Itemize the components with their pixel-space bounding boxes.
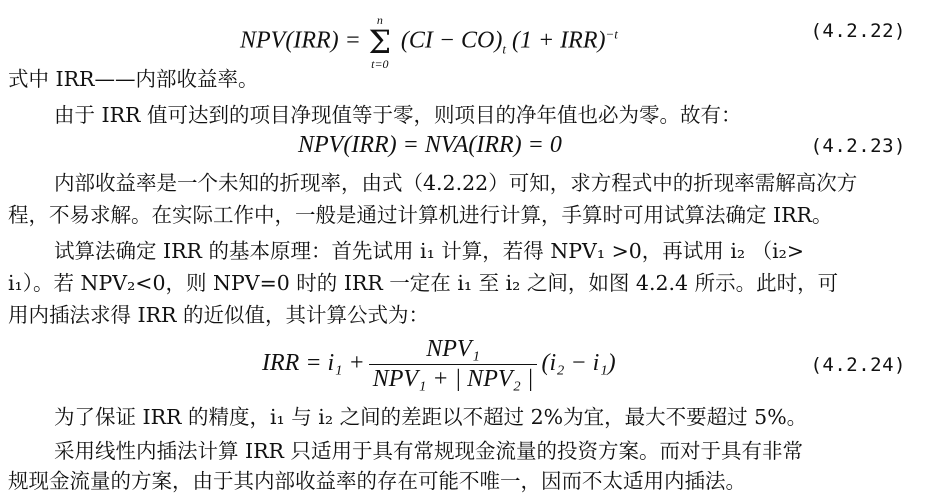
paragraph-5-line-2: 规现金流量的方案，由于其内部收益率的存在可能不唯一，因而不太适用内插法。 <box>8 469 746 493</box>
eq1-rhs-sub: t <box>502 41 506 57</box>
summation-symbol: n Σ t=0 <box>365 14 395 70</box>
fraction-numerator: NPV₁ <box>369 336 538 365</box>
equation-number: (4.2.23) <box>810 135 906 157</box>
eq3-lhs: IRR = i₁ + <box>262 350 365 377</box>
equation-4-2-23 <box>0 130 926 164</box>
sum-lower: t=0 <box>371 57 389 71</box>
where-clause: 式中 IRR——内部收益率。 <box>8 67 259 91</box>
equation-number: (4.2.22) <box>810 20 906 42</box>
paragraph-2-line-2: 程，不易求解。在实际工作中，一般是通过计算机进行计算，手算时可用试算法确定 IRR。 <box>8 203 833 227</box>
paragraph-2-line-1: 内部收益率是一个未知的折现率，由式（4.2.22）可知，求方程式中的折现率需解高次方 <box>54 171 858 195</box>
eq3-body <box>262 336 616 393</box>
eq1-rhs: (CI − CO) <box>400 27 503 54</box>
paragraph-1: 由于 IRR 值可达到的项目净现值等于零，则项目的净年值也必为零。故有： <box>54 103 742 127</box>
paragraph-3-line-2: i₁）。若 NPV₂<0，则 NPV=0 时的 IRR 一定在 i₁ 至 i₂ 之间，如图 4.2.4 所示。此时，可 <box>8 271 839 295</box>
paragraph-4: 为了保证 IRR 的精度，i₁ 与 i₂ 之间的差距以不超过 2%为宜，最大不要超过 5%。 <box>54 405 808 429</box>
paragraph-5-line-1: 采用线性内插法计算 IRR 只适用于具有常规现金流量的投资方案。而对于具有非常 <box>54 439 803 463</box>
eq3-rhs: (i₂ − i₁) <box>541 350 616 377</box>
fraction-denominator: NPV₁ + | NPV₂ | <box>372 366 534 392</box>
equation-4-2-22 <box>0 4 926 71</box>
paragraph-3-line-3: 用内插法求得 IRR 的近似值，其计算公式为： <box>8 303 429 327</box>
eq2-body: NPV(IRR) = NVA(IRR) = 0 <box>298 132 562 158</box>
equation-4-2-24 <box>0 334 926 398</box>
eq1-rhs-sup: −t <box>605 26 618 42</box>
equation-body <box>240 14 618 70</box>
eq1-rhs2: (1 + IRR) <box>511 27 606 54</box>
paragraph-3-line-1: 试算法确定 IRR 的基本原理：首先试用 i₁ 计算，若得 NPV₁ >0，再试用 i₂ （i₂> <box>54 239 805 263</box>
sum-upper: n <box>376 13 383 27</box>
eq1-lhs: NPV(IRR) = <box>240 27 361 54</box>
equation-number: (4.2.24) <box>810 354 906 376</box>
fraction <box>369 336 538 393</box>
